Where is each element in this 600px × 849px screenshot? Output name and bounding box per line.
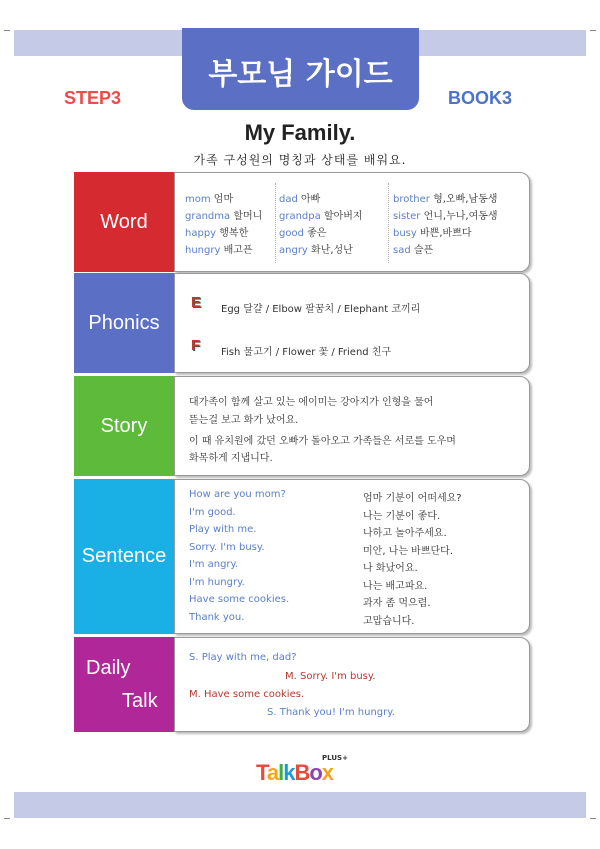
word-section (174, 172, 530, 272)
daily-label-line1: Daily (86, 656, 131, 679)
word-korean: 형,오빠,남동생 (429, 194, 498, 205)
talkbox-logo (256, 756, 346, 786)
sentence-label-text: Sentence (81, 545, 167, 567)
daily-label-line2: Talk (122, 689, 158, 712)
dialogue-line: S. Thank you! I'm hungry. (267, 707, 395, 718)
sentence-label (74, 479, 174, 634)
phonics-words: Egg 달걀 / Elbow 팔꿈치 / Elephant 코끼리 (221, 304, 421, 315)
crop-mark (4, 818, 10, 819)
word-korean: 언니,누나,여동생 (420, 211, 498, 222)
story-line: 대가족이 함께 살고 있는 에이미는 강아지가 인형을 물어 (189, 397, 434, 408)
phonics-letter: E (191, 294, 202, 311)
word-english: grandma 할머니 (185, 211, 263, 222)
story-line: 화목하게 지냅니다. (189, 453, 273, 464)
story-line: 뜯는걸 보고 화가 났어요. (189, 415, 299, 426)
word-english: dad 아빠 (279, 194, 321, 205)
sentence-english: Sorry. I'm busy. (189, 541, 265, 553)
word-korean: 할아버지 (320, 211, 363, 222)
phonics-section (174, 273, 530, 373)
logo-letter: l (278, 760, 284, 785)
logo-letter: x (321, 760, 334, 785)
sentence-english: Play with me. (189, 524, 257, 535)
sentence-english: I'm angry. (189, 559, 239, 570)
word-english: busy 바쁜,바쁘다 (393, 228, 472, 239)
word-korean: 슬픈 (410, 245, 434, 256)
sentence-korean: 나는 기분이 좋다. (363, 510, 441, 522)
word-korean: 좋은 (303, 228, 327, 239)
logo-letter: a (266, 760, 279, 785)
phonics-label-text: Phonics (88, 311, 160, 334)
word-korean: 아빠 (297, 194, 321, 205)
lesson-heading: My Family. (244, 120, 356, 145)
story-label (74, 376, 174, 476)
lesson-subtitle: 가족 구성원의 명칭과 상태를 배워요. (193, 153, 407, 167)
word-korean: 엄마 (210, 194, 234, 205)
word-english: good 좋은 (279, 228, 327, 239)
word-english: mom 엄마 (185, 194, 234, 205)
page-title: 부모님 가이드 (182, 28, 419, 110)
logo-plus: PLUS+ (322, 754, 348, 762)
daily-talk-section (174, 637, 530, 732)
word-english: grandpa 할아버지 (279, 211, 363, 222)
sentence-korean: 고맙습니다. (363, 615, 415, 627)
sentence-english: I'm good. (189, 506, 236, 518)
word-korean: 할머니 (230, 211, 263, 222)
story-line: 이 때 유치원에 갔던 오빠가 돌아오고 가족들은 서로를 도우며 (189, 436, 456, 447)
logo-wordmark (256, 760, 333, 786)
logo-letter: B (294, 760, 310, 785)
word-korean: 바쁜,바쁘다 (416, 228, 472, 239)
word-label (74, 172, 174, 272)
crop-mark (590, 818, 596, 819)
word-korean: 행복한 (216, 228, 249, 239)
dialogue-line: S. Play with me, dad? (189, 652, 297, 663)
word-korean: 화난,성난 (307, 245, 353, 256)
word-label-text: Word (100, 210, 148, 233)
word-english: hungry 배고픈 (185, 245, 253, 256)
sentence-english: I'm hungry. (189, 576, 245, 588)
logo-letter: T (256, 760, 267, 785)
word-english: brother 형,오빠,남동생 (393, 194, 498, 205)
story-section (174, 376, 530, 476)
bottom-band (14, 792, 586, 818)
word-english: happy 행복한 (185, 228, 249, 239)
logo-letter: o (309, 760, 322, 785)
dialogue-line: M. Sorry. I'm busy. (285, 671, 376, 682)
sentence-korean: 나는 배고파요. (363, 580, 428, 592)
phonics-words: Fish 물고기 / Flower 꽃 / Friend 친구 (221, 347, 392, 358)
word-english: sister 언니,누나,여동생 (393, 211, 498, 222)
sentence-korean: 엄마 기분이 어떠세요? (363, 493, 462, 504)
crop-mark (590, 30, 596, 31)
dialogue-line: M. Have some cookies. (189, 689, 305, 700)
step-label: STEP3 (64, 88, 122, 108)
sentence-english: Have some cookies. (189, 594, 290, 605)
sentence-korean: 과자 좀 먹으렴. (363, 598, 431, 609)
story-label-text: Story (100, 414, 148, 437)
crop-mark (4, 30, 10, 31)
sentence-english: Thank you. (189, 611, 245, 623)
word-english: sad 슬픈 (393, 245, 434, 256)
book-label: BOOK3 (448, 88, 513, 108)
phonics-label (74, 273, 174, 373)
sentence-english: How are you mom? (189, 489, 286, 500)
daily-talk-label (74, 637, 174, 732)
logo-letter: k (283, 760, 295, 785)
word-english: angry 화난,성난 (279, 245, 353, 256)
sentence-section (174, 479, 530, 634)
sentence-korean: 미안, 나는 바쁘단다. (363, 545, 453, 557)
sentence-korean: 나 화났어요. (363, 563, 418, 574)
sentence-korean: 나하고 놀아주세요. (363, 528, 447, 539)
phonics-letter: F (191, 337, 201, 354)
word-korean: 배고픈 (220, 245, 253, 256)
